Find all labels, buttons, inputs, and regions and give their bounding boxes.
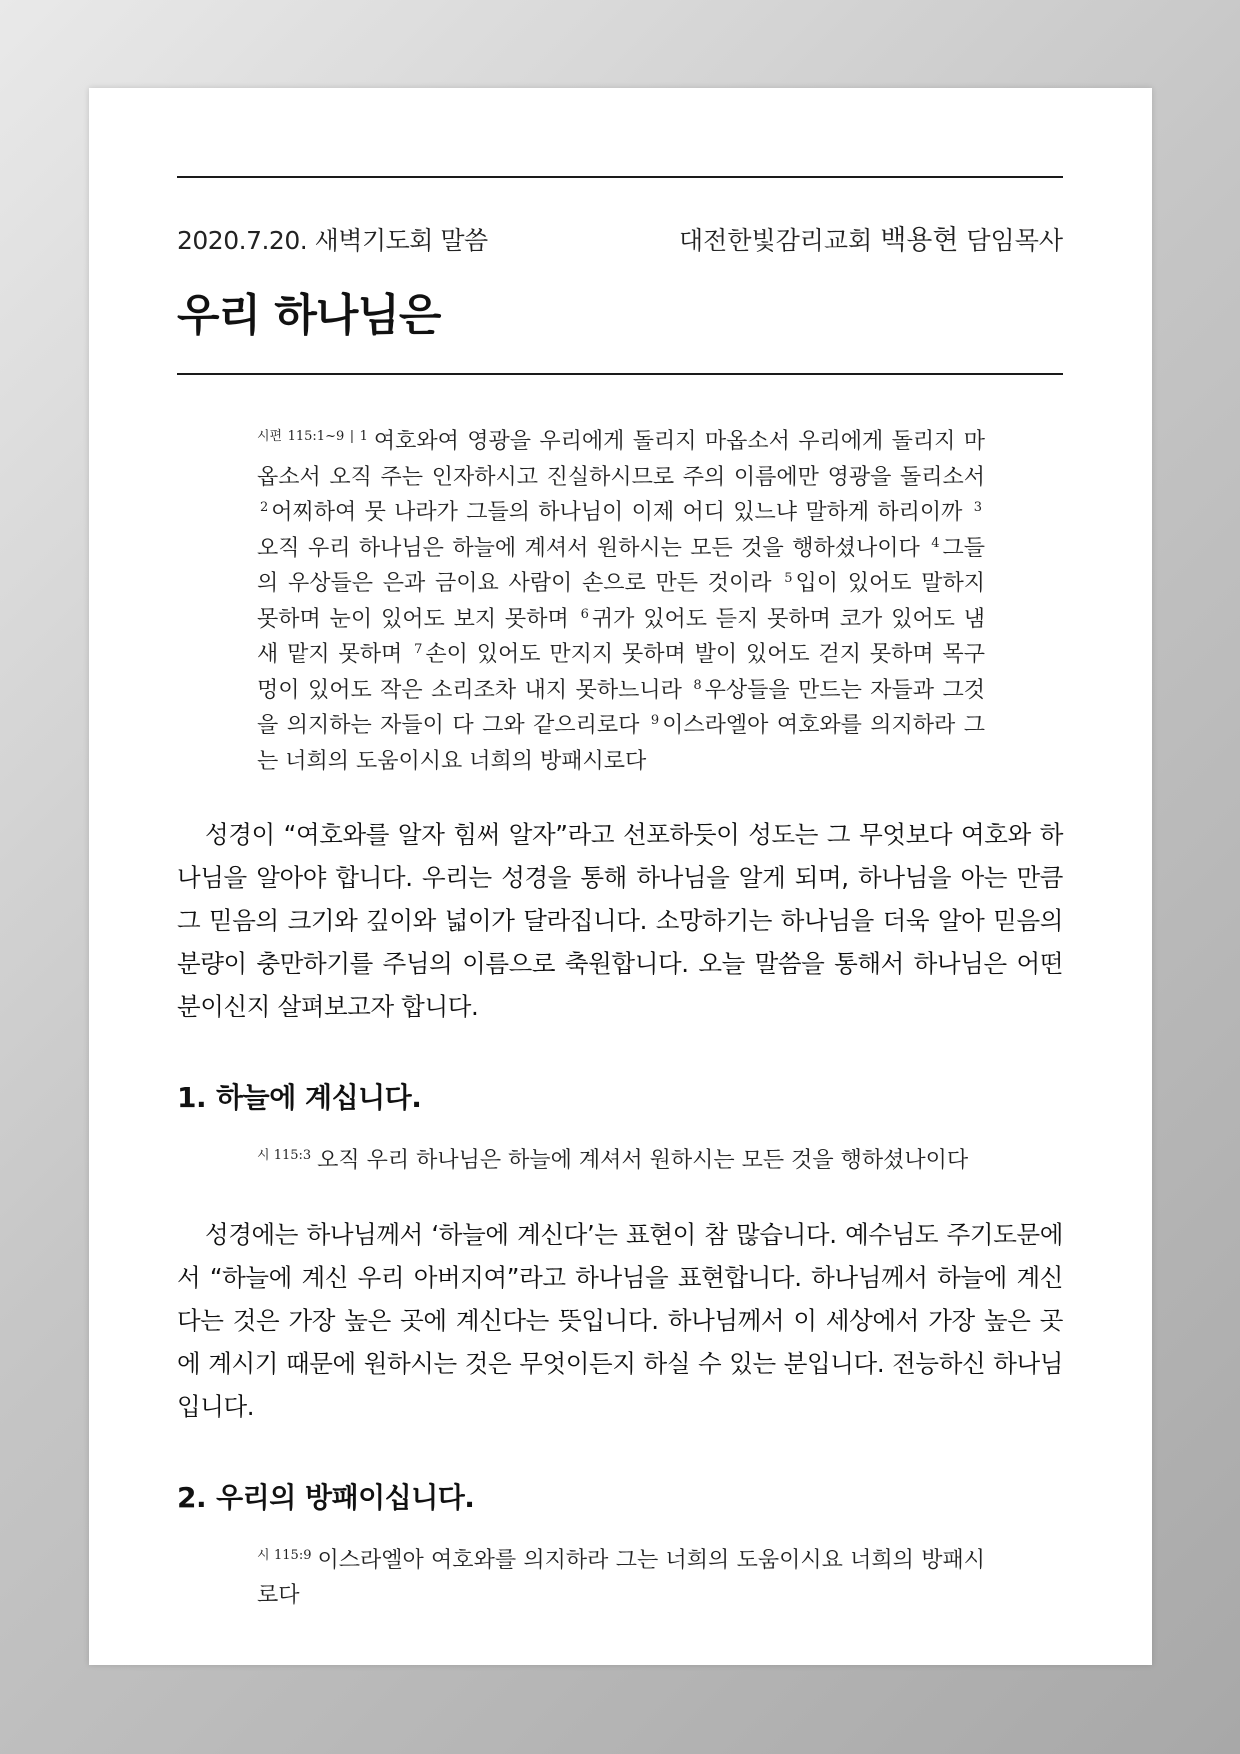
section-title: 하늘에 계십니다.: [216, 1081, 422, 1114]
main-scripture: [257, 419, 985, 779]
verse-text: 우상들을 만드는 자들과 그것을 의지하는 자들이 다 그와 같으리로다: [257, 677, 985, 738]
verse-text: 손이 있어도 만지지 못하며 발이 있어도 걷지 못하며 목구멍이 있어도 작은 소리조차 내지 못하느니라: [257, 642, 986, 703]
verse-text: 귀가 있어도 듣지 못하며 코가 있어도 냄새 맡지 못하며: [257, 606, 986, 667]
scripture-text: 이스라엘아 여호와를 의지하라 그는 너희의 도움이시요 너희의 방패시로다: [257, 1547, 986, 1608]
section-1-scripture: [257, 1138, 985, 1179]
section-number: 2.: [177, 1480, 207, 1514]
verse-number: 3: [973, 500, 982, 515]
service-name: 새벽기도회 말씀: [314, 226, 488, 255]
service-date: 2020.7.20.: [177, 226, 308, 255]
verse-text: 이스라엘아 여호와를 의지하라 그는 너희의 도움이시요 너희의 방패시로다: [257, 713, 986, 774]
verse-number: 2: [260, 500, 269, 515]
section-title: 우리의 방패이십니다.: [216, 1480, 475, 1514]
pastor-name: 백용현: [880, 225, 959, 256]
verse-text: 그들의 우상들은 은과 금이요 사람이 손으로 만든 것이라: [257, 535, 985, 596]
section-1-body: 성경에는 하나님께서 ‘하늘에 계신다’는 표현이 참 많습니다. 예수님도 주기도문에서 “하늘에 계신 우리 아버지여”라고 하나님을 표현합니다. 하나님께서 하늘에 계신다는 것은 가장 높은 곳에 계신다는 뜻입니다. 하나님께서 이 세상에서 가장 높은 곳에 계시기 때문에 원하시는 것은 무엇이든지 하실 수 있는 분입니다. 전능하신 하나님입니다.: [177, 1219, 1063, 1421]
verse-number: 9: [650, 713, 660, 728]
church-line: [679, 218, 1063, 257]
pastor-title: 담임목사: [966, 226, 1063, 255]
meta-row: [177, 218, 1063, 257]
section-heading-2: [177, 1476, 1063, 1516]
title-rule: [177, 373, 1063, 375]
document-page: [89, 88, 1152, 1665]
verse-number: 4: [931, 535, 940, 551]
verse-number: 5: [784, 571, 793, 586]
scripture-ref: 시 115:3: [257, 1148, 312, 1163]
verse-text: 어찌하여 뭇 나라가 그들의 하나님이 이제 어디 있느냐 말하게 하리이까: [271, 500, 963, 525]
verse-number: 7: [414, 642, 423, 657]
main-scripture-ref: 시편 115:1~9 | 1: [257, 429, 368, 444]
service-date-line: [177, 221, 488, 257]
sermon-title: 우리 하나님은: [177, 290, 441, 341]
section-heading-1: [177, 1076, 1063, 1116]
church-name: 대전한빛감리교회: [679, 226, 873, 255]
page-content: [177, 176, 1063, 1614]
section-number: 1.: [177, 1081, 207, 1114]
intro-paragraph: 성경이 “여호와를 알자 힘써 알자”라고 선포하듯이 성도는 그 무엇보다 여호와 하나님을 알아야 합니다. 우리는 성경을 통해 하나님을 알게 되며, 하나님을 아는 만큼 그 믿음의 크기와 깊이와 넓이가 달라집니다. 소망하기는 하나님을 더욱 알아 믿음의 분량이 충만하기를 주님의 이름으로 축원합니다. 오늘 말씀을 통해서 하나님은 어떤 분이신지 살펴보고자 합니다.: [177, 820, 1063, 1021]
scripture-text: 오직 우리 하나님은 하늘에 계셔서 원하시는 모든 것을 행하셨나이다: [317, 1148, 969, 1173]
verse-text: 여호와여 영광을 우리에게 돌리지 마옵소서 우리에게 돌리지 마옵소서 오직 주는 인자하시고 진실하시므로 주의 이름에만 영광을 돌리소서: [257, 429, 985, 490]
verse-text: 오직 우리 하나님은 하늘에 계셔서 원하시는 모든 것을 행하셨나이다: [257, 535, 920, 561]
scripture-ref: 시 115:9: [257, 1547, 312, 1563]
verse-number: 8: [693, 677, 702, 693]
section-2-scripture: [257, 1538, 985, 1614]
verse-number: 6: [580, 606, 589, 622]
top-rule: [177, 176, 1063, 178]
verse-text: 입이 있어도 말하지 못하며 눈이 있어도 보지 못하며: [257, 571, 985, 632]
